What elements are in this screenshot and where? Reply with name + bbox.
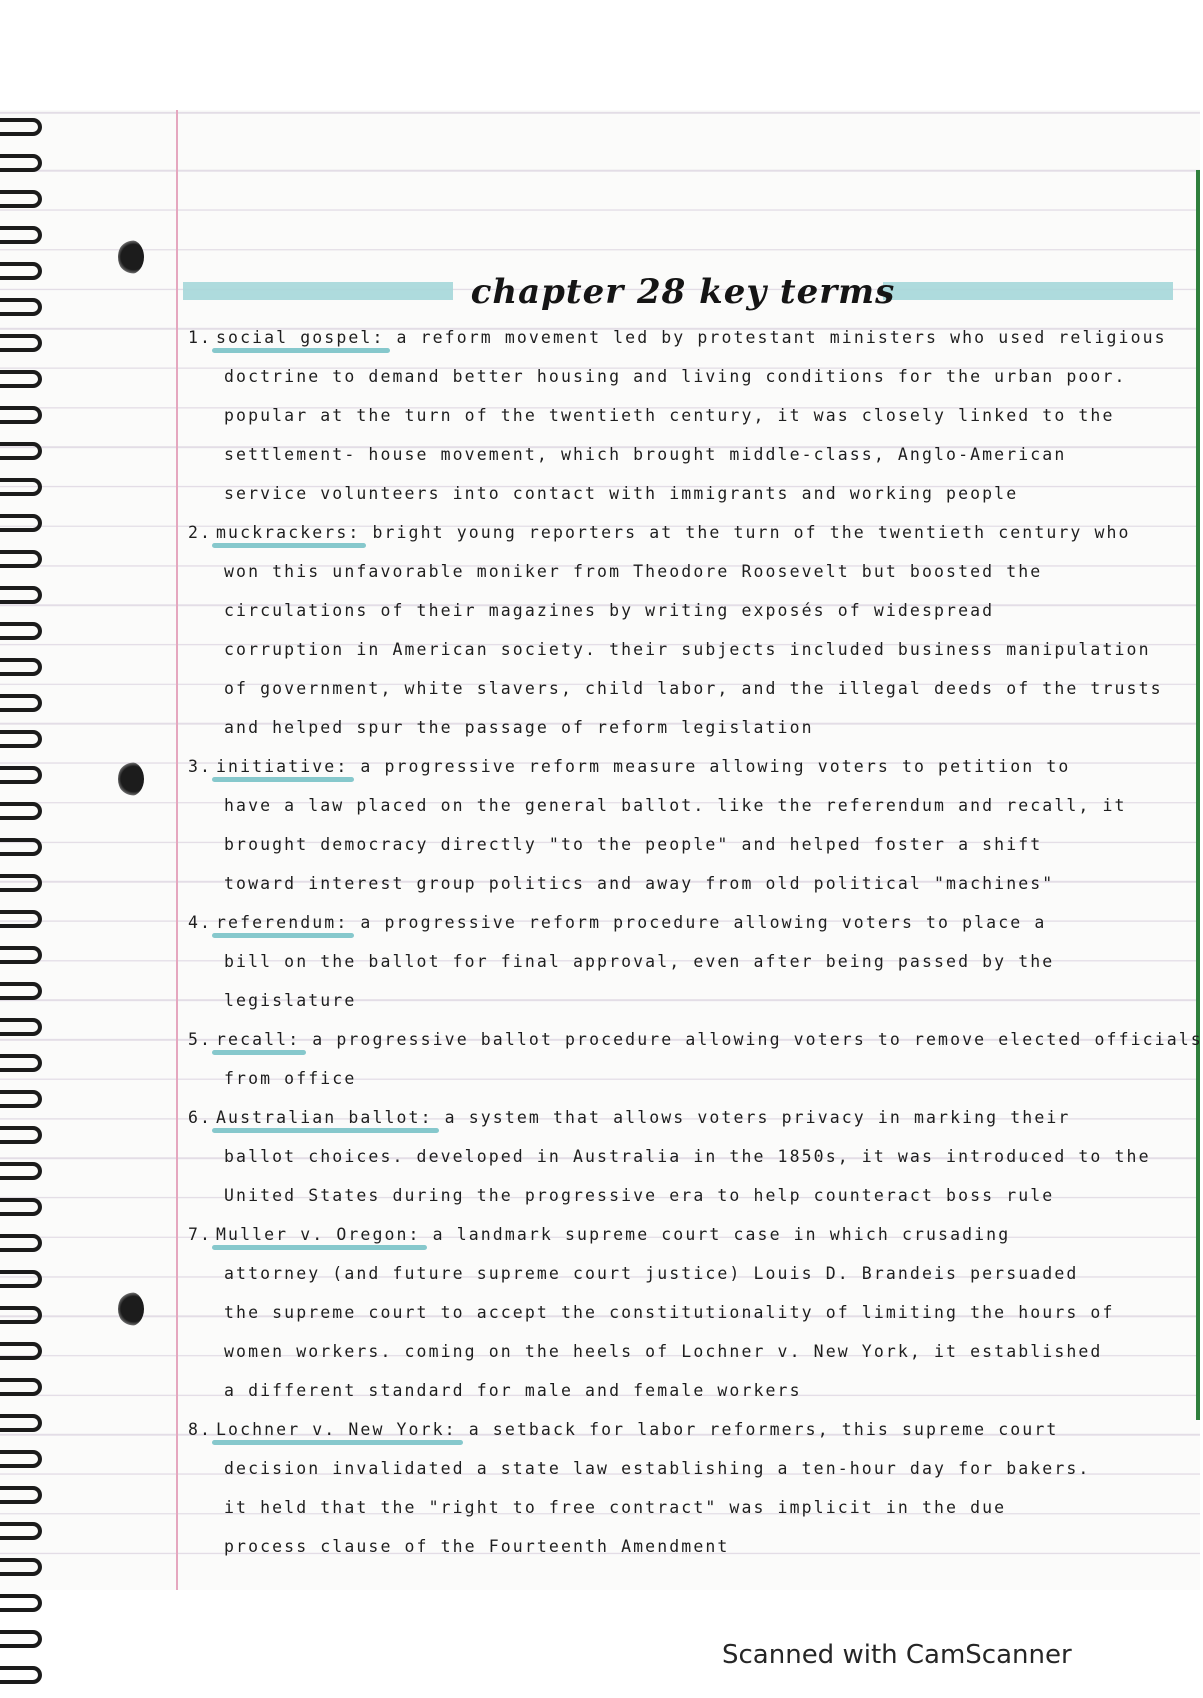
spiral-coil <box>0 1594 42 1612</box>
spiral-coil <box>0 766 42 784</box>
definition-line <box>188 669 1163 708</box>
spiral-coil <box>0 1126 42 1144</box>
spiral-coil <box>0 1450 42 1468</box>
definition-text: of government, white slavers, child labor, and the illegal deeds of the trusts <box>224 679 1163 698</box>
definition-line <box>188 396 1115 435</box>
definition-text: process clause of the Fourteenth Amendment <box>224 1537 730 1556</box>
term-number: 1. <box>188 328 213 347</box>
definition-text: ballot choices. developed in Australia in the 1850s, it was introduced to the <box>224 1147 1151 1166</box>
term-first-line <box>188 1410 1108 1449</box>
term-number: 7. <box>188 1225 213 1244</box>
term-entry <box>188 318 1167 513</box>
spiral-binding <box>0 118 52 1618</box>
title-row <box>183 272 1173 320</box>
term-name: initiative: <box>216 757 349 776</box>
term-entry <box>188 1020 1203 1098</box>
definition-text: a setback for labor reformers, this supreme court <box>468 1420 1059 1439</box>
definition-text: bright young reporters at the turn of the twentieth century who <box>372 523 1131 542</box>
definition-line <box>188 864 1108 903</box>
term-name: Muller v. Oregon: <box>216 1225 421 1244</box>
definition-text: service volunteers into contact with immigrants and working people <box>224 484 1019 503</box>
term-number: 4. <box>188 913 213 932</box>
definition-text: circulations of their magazines by writing exposés of widespread <box>224 601 995 620</box>
term-entry <box>188 1098 1151 1215</box>
spiral-coil <box>0 1234 42 1252</box>
definition-text: bill on the ballot for final approval, even after being passed by the <box>224 952 1055 971</box>
key-terms-list <box>188 318 1203 1566</box>
definition-text: brought democracy directly "to the people" and helped foster a shift <box>224 835 1043 854</box>
definition-text: corruption in American society. their subjects included business manipulation <box>224 640 1151 659</box>
spiral-coil <box>0 910 42 928</box>
spiral-coil <box>0 262 42 280</box>
spiral-coil <box>0 658 42 676</box>
spiral-coil <box>0 730 42 748</box>
spiral-coil <box>0 118 42 136</box>
term-name: referendum: <box>216 913 349 932</box>
spiral-coil <box>0 622 42 640</box>
term-number: 2. <box>188 523 213 542</box>
term-first-line <box>188 1215 1108 1254</box>
term-entry <box>188 513 1163 747</box>
definition-line <box>188 981 1108 1020</box>
spiral-coil <box>0 982 42 1000</box>
spiral-coil <box>0 154 42 172</box>
definition-line <box>188 786 1127 825</box>
definition-line <box>188 474 1108 513</box>
definition-text: a different standard for male and female workers <box>224 1381 802 1400</box>
definition-text: United States during the progressive era to help counteract boss rule <box>224 1186 1055 1205</box>
definition-text: a progressive reform procedure allowing voters to place a <box>360 913 1047 932</box>
term-first-line <box>188 513 1131 552</box>
spiral-coil <box>0 478 42 496</box>
spiral-coil <box>0 802 42 820</box>
title-highlight-right <box>883 282 1173 300</box>
definition-line <box>188 1449 1108 1488</box>
spiral-coil <box>0 1414 42 1432</box>
page-edge <box>1196 170 1200 1420</box>
spiral-coil <box>0 1630 42 1648</box>
spiral-coil <box>0 838 42 856</box>
definition-text: attorney (and future supreme court justice) Louis D. Brandeis persuaded <box>224 1264 1079 1283</box>
spiral-coil <box>0 1666 42 1684</box>
spiral-coil <box>0 1306 42 1324</box>
spiral-coil <box>0 334 42 352</box>
term-first-line <box>188 747 1108 786</box>
definition-text: and helped spur the passage of reform legislation <box>224 718 814 737</box>
spiral-coil <box>0 1558 42 1576</box>
spiral-coil <box>0 1018 42 1036</box>
punch-hole <box>118 240 144 274</box>
spiral-coil <box>0 370 42 388</box>
definition-line <box>188 1527 1108 1566</box>
term-number: 3. <box>188 757 213 776</box>
definition-text: a system that allows voters privacy in marking their <box>444 1108 1071 1127</box>
scanner-watermark: Scanned with CamScanner <box>722 1640 1072 1670</box>
definition-line <box>188 357 1127 396</box>
definition-text: legislature <box>224 991 357 1010</box>
page-title: chapter 28 key terms <box>470 272 896 312</box>
definition-line <box>188 825 1108 864</box>
term-entry <box>188 903 1108 1020</box>
definition-line <box>188 1254 1108 1293</box>
definition-line <box>188 942 1108 981</box>
term-first-line <box>188 903 1108 942</box>
definition-line <box>188 1176 1108 1215</box>
spiral-coil <box>0 550 42 568</box>
term-first-line <box>188 1098 1108 1137</box>
definition-text: from office <box>224 1069 357 1088</box>
definition-line <box>188 1488 1108 1527</box>
spiral-coil <box>0 1270 42 1288</box>
term-name: social gospel: <box>216 328 385 347</box>
spiral-coil <box>0 1162 42 1180</box>
spiral-coil <box>0 874 42 892</box>
definition-text: a landmark supreme court case in which crusading <box>432 1225 1011 1244</box>
definition-text: a reform movement led by protestant ministers who used religious <box>396 328 1167 347</box>
spiral-coil <box>0 586 42 604</box>
spiral-coil <box>0 298 42 316</box>
title-highlight-left <box>183 282 453 300</box>
definition-text: women workers. coming on the heels of Lochner v. New York, it established <box>224 1342 1103 1361</box>
spiral-coil <box>0 1054 42 1072</box>
definition-line <box>188 1137 1151 1176</box>
definition-line <box>188 1293 1115 1332</box>
spiral-coil <box>0 442 42 460</box>
definition-text: toward interest group politics and away from old political "machines" <box>224 874 1055 893</box>
definition-text: the supreme court to accept the constitutionality of limiting the hours of <box>224 1303 1115 1322</box>
definition-text: won this unfavorable moniker from Theodore Roosevelt but boosted the <box>224 562 1043 581</box>
definition-text: popular at the turn of the twentieth century, it was closely linked to the <box>224 406 1115 425</box>
term-name: Lochner v. New York: <box>216 1420 457 1439</box>
term-entry <box>188 747 1127 903</box>
definition-line <box>188 708 1108 747</box>
term-number: 8. <box>188 1420 213 1439</box>
spiral-coil <box>0 1198 42 1216</box>
term-name: Australian ballot: <box>216 1108 433 1127</box>
definition-line <box>188 630 1151 669</box>
definition-text: it held that the "right to free contract" was implicit in the due <box>224 1498 1007 1517</box>
definition-line <box>188 1371 1108 1410</box>
term-number: 5. <box>188 1030 213 1049</box>
spiral-coil <box>0 694 42 712</box>
term-first-line <box>188 318 1167 357</box>
definition-text: a progressive ballot procedure allowing voters to remove elected officials <box>312 1030 1203 1049</box>
term-name: recall: <box>216 1030 301 1049</box>
definition-line <box>188 435 1108 474</box>
definition-text: decision invalidated a state law establishing a ten-hour day for bakers. <box>224 1459 1091 1478</box>
term-entry <box>188 1215 1115 1410</box>
definition-line <box>188 1059 1108 1098</box>
spiral-coil <box>0 946 42 964</box>
term-first-line <box>188 1020 1203 1059</box>
definition-line <box>188 552 1108 591</box>
definition-text: doctrine to demand better housing and living conditions for the urban poor. <box>224 367 1127 386</box>
term-number: 6. <box>188 1108 213 1127</box>
spiral-coil <box>0 1522 42 1540</box>
definition-text: have a law placed on the general ballot. like the referendum and recall, it <box>224 796 1127 815</box>
definition-text: a progressive reform measure allowing voters to petition to <box>360 757 1071 776</box>
spiral-coil <box>0 1342 42 1360</box>
term-entry <box>188 1410 1108 1566</box>
spiral-coil <box>0 1486 42 1504</box>
spiral-coil <box>0 190 42 208</box>
spiral-coil <box>0 406 42 424</box>
punch-hole <box>118 762 144 796</box>
margin-line <box>176 110 178 1590</box>
definition-line <box>188 591 1108 630</box>
term-name: muckrackers: <box>216 523 361 542</box>
spiral-coil <box>0 1090 42 1108</box>
spiral-coil <box>0 226 42 244</box>
definition-text: settlement- house movement, which brought middle-class, Anglo-American <box>224 445 1067 464</box>
spiral-coil <box>0 514 42 532</box>
definition-line <box>188 1332 1108 1371</box>
spiral-coil <box>0 1378 42 1396</box>
punch-hole <box>118 1292 144 1326</box>
